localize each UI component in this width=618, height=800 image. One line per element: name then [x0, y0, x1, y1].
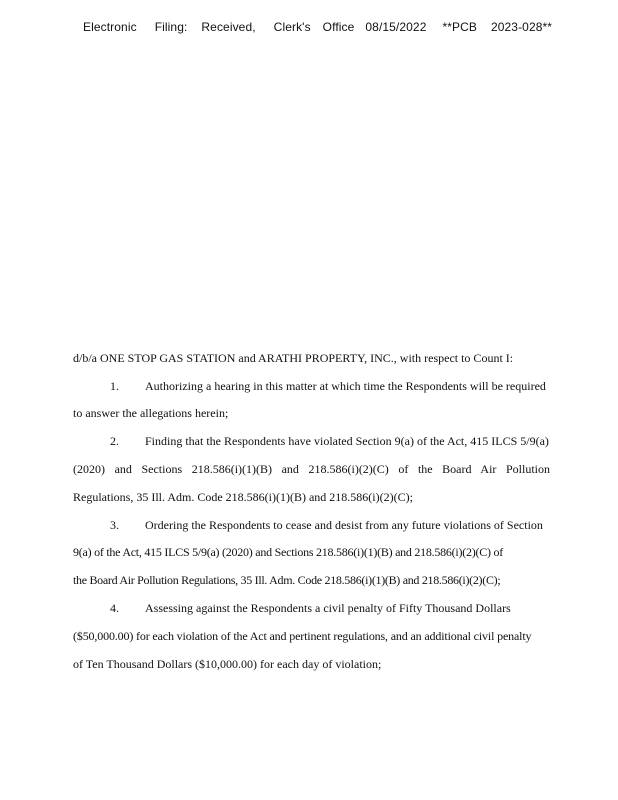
header-office: Office — [322, 20, 355, 34]
item-3-line-1: Ordering the Respondents to cease and desist from any future violations of Section — [145, 518, 543, 532]
item-4-line-3: of Ten Thousand Dollars ($10,000.00) for each day of violation; — [73, 657, 382, 671]
item-4-line-1: Assessing against the Respondents a civil penalty of Fifty Thousand Dollars — [145, 601, 511, 615]
item-4-number: 4. — [110, 601, 119, 615]
item-2-line-3: Regulations, 35 Ill. Adm. Code 218.586(i)(1)(B) and 218.586(i)(2)(C); — [73, 490, 413, 504]
item-2-line-2: (2020) and Sections 218.586(i)(1)(B) and 218.586(i)(2)(C) of the Board Air Pollution — [73, 462, 550, 476]
item-1-line-1: Authorizing a hearing in this matter at which time the Respondents will be required — [145, 379, 546, 393]
item-3-line-2: 9(a) of the Act, 415 ILCS 5/9(a) (2020) and Sections 218.586(i)(1)(B) and 218.586(i)(2)(C) of — [73, 545, 503, 559]
header-case-number: 2023-028** — [490, 20, 553, 34]
item-1-line-2: to answer the allegations herein; — [73, 406, 229, 420]
header-received: Received, — [201, 20, 256, 34]
prayer-intro: d/b/a ONE STOP GAS STATION and ARATHI PROPERTY, INC., with respect to Count I: — [73, 351, 514, 365]
item-3-line-3: the Board Air Pollution Regulations, 35 Ill. Adm. Code 218.586(i)(1)(B) and 218.586(i)(2)(C); — [73, 573, 501, 587]
item-2-number: 2. — [110, 434, 119, 448]
item-3-number: 3. — [110, 518, 119, 532]
item-2-line-1: Finding that the Respondents have violated Section 9(a) of the Act, 415 ILCS 5/9(a) — [145, 434, 549, 448]
header-pcb: **PCB — [442, 20, 477, 34]
header-filing: Filing: — [154, 20, 188, 34]
header-clerks: Clerk's — [273, 20, 311, 34]
header-electronic: Electronic — [83, 20, 137, 34]
filing-stamp-header — [83, 20, 552, 34]
item-1-number: 1. — [110, 379, 119, 393]
item-4-line-2: ($50,000.00) for each violation of the Act and pertinent regulations, and an additional civil penalty — [73, 629, 532, 643]
header-date: 08/15/2022 — [365, 20, 427, 34]
